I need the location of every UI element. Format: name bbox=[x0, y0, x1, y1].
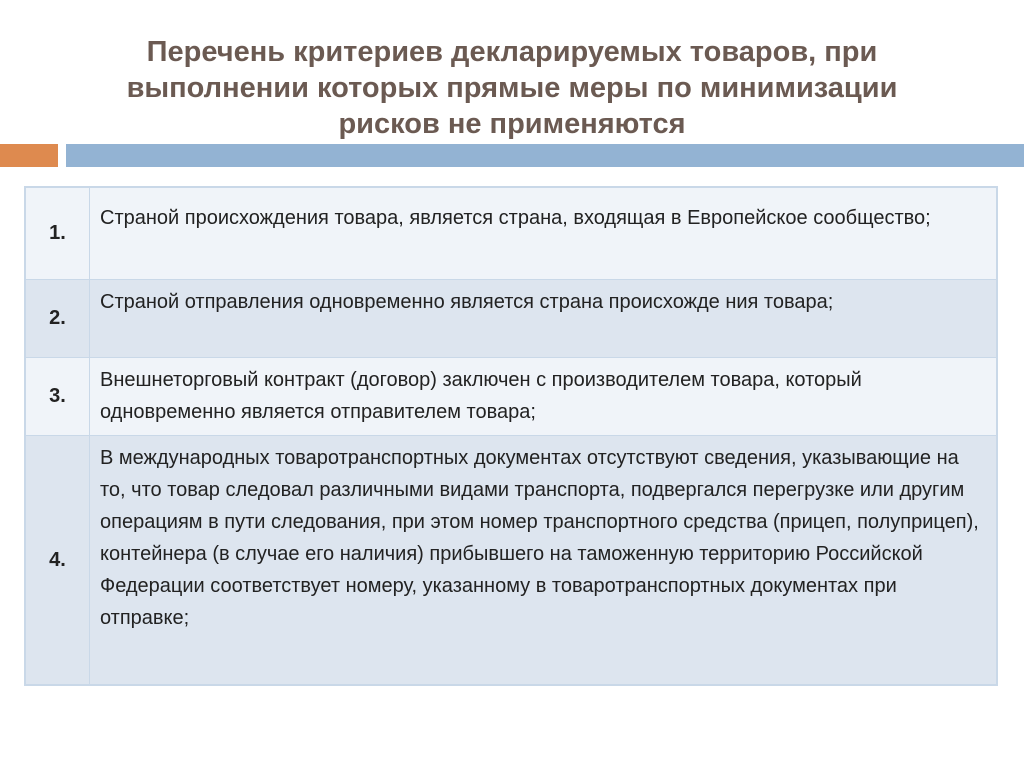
blue-divider-bar bbox=[66, 144, 1024, 167]
row-number: 3. bbox=[25, 357, 90, 435]
row-number: 4. bbox=[25, 435, 90, 685]
slide-title: Перечень критериев декларируемых товаров, при выполнении которых прямые меры по минимизации рисков не применяются bbox=[126, 36, 898, 140]
criterion-text: Страной отправления одновременно является страна происхожде ния товара; bbox=[90, 279, 998, 357]
row-number: 2. bbox=[25, 279, 90, 357]
table-row bbox=[25, 187, 997, 279]
criterion-text: Страной происхождения товара, является страна, входящая в Европейское сообщество; bbox=[90, 187, 998, 279]
row-number: 1. bbox=[25, 187, 90, 279]
table-row bbox=[25, 279, 997, 357]
table-row bbox=[25, 435, 997, 685]
criterion-text: В международных товаротранспортных документах отсутствуют сведения, указывающие на то, что товар следовал различными видами транспорта, подвергался перегрузке или другим операциям в пути следования, при этом номер транспортного средства (прицеп, полуприцеп), контейнера (в случае его наличия) прибывшего на таможенную территорию Российской Федерации соответствует номеру, указанному в товаротранспортных документах при отправке; bbox=[90, 435, 998, 685]
orange-accent-bar bbox=[0, 144, 58, 167]
table-row bbox=[25, 357, 997, 435]
criteria-table bbox=[24, 186, 998, 686]
criterion-text: Внешнеторговый контракт (договор) заключен с производителем товара, который одновременно является отправителем товара; bbox=[90, 357, 998, 435]
